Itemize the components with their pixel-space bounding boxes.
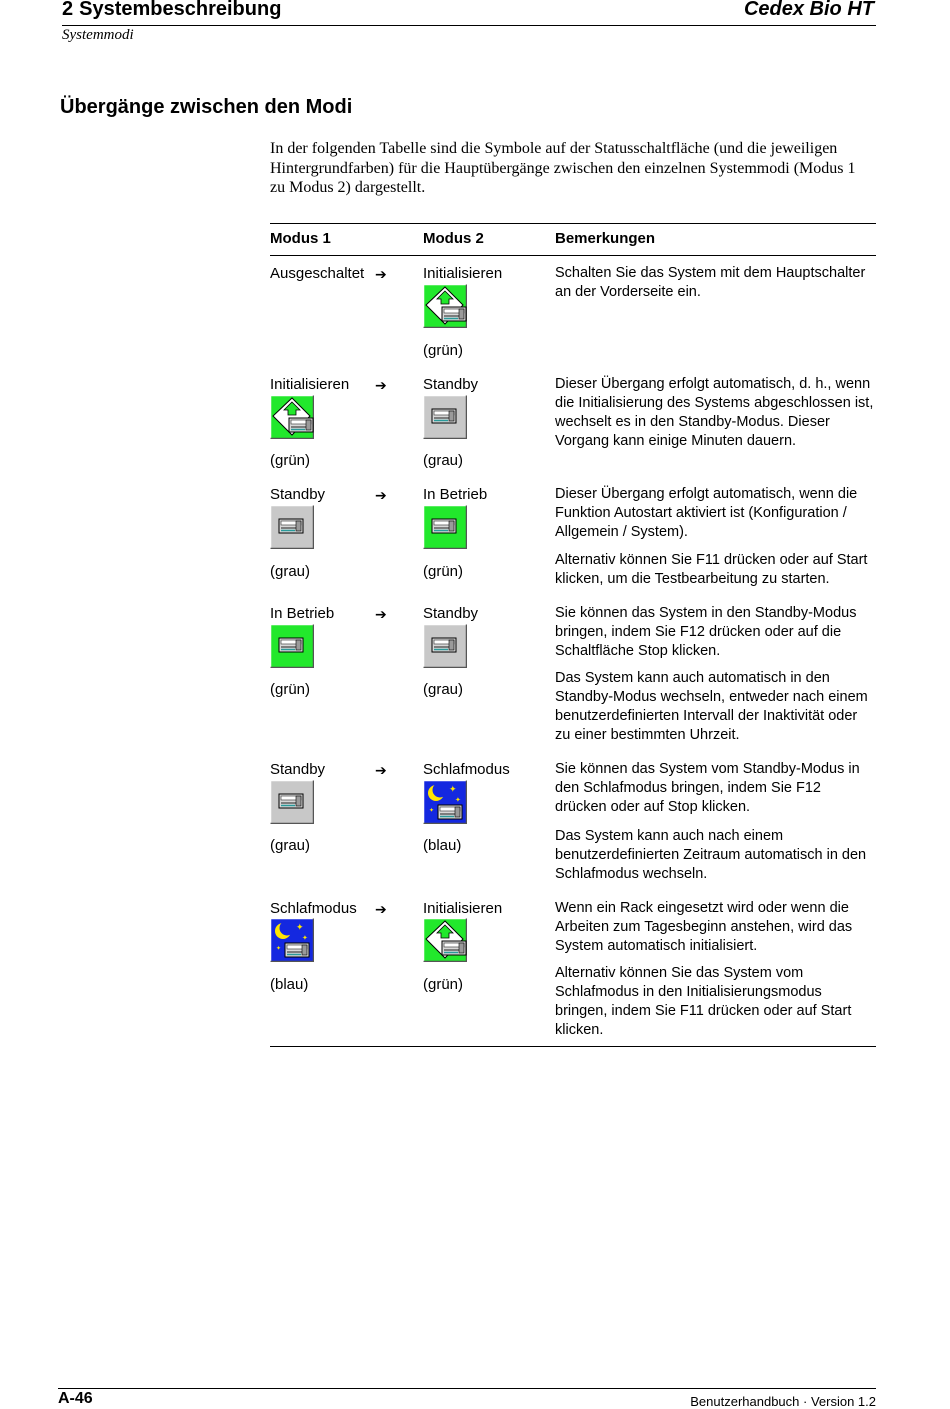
table-row-mode2-color: (grün) bbox=[423, 976, 464, 993]
svg-text:✦: ✦ bbox=[296, 923, 304, 933]
intro-paragraph: In der folgenden Tabelle sind die Symbole auf der Statusschaltfläche (und die jeweiligen Hintergrundfarben) für die Hauptübergänge zwischen den einzelnen Systemmodi (Modus 1 zu Modus 2) dargestellt. bbox=[270, 140, 856, 196]
table-row-remark: Dieser Übergang erfolgt automatisch, d. h., wenn die Initialisierung des Systems abgeschlossen ist, wechselt es in den Standby-Modus. Dieser Vorgang kann einige Minuten dauern. bbox=[555, 376, 874, 449]
standby-icon bbox=[270, 780, 314, 824]
table-row-mode2: Initialisieren bbox=[423, 900, 503, 917]
table-row-mode2: Standby bbox=[423, 605, 479, 622]
table-row-mode2-color: (grün) bbox=[423, 342, 464, 359]
table-row-remark: Sie können das System in den Standby-Modus bringen, indem Sie F12 drücken oder auf die Schaltfläche Stop klicken. bbox=[555, 605, 857, 659]
table-row-mode1-color: (grün) bbox=[270, 681, 311, 698]
svg-text:✦: ✦ bbox=[276, 945, 282, 952]
table-row-remark: Das System kann auch nach einem benutzerdefinierten Zeitraum automatisch in den Schlafmodus wechseln. bbox=[555, 828, 867, 882]
table-row-mode2-color: (blau) bbox=[423, 837, 462, 854]
table-row-mode2-color: (grün) bbox=[423, 563, 464, 580]
chapter-number: 2 bbox=[62, 0, 74, 20]
initializing-icon bbox=[423, 284, 467, 328]
arrow-icon: ➔ bbox=[375, 266, 387, 282]
arrow-icon: ➔ bbox=[375, 762, 387, 778]
initializing-icon bbox=[270, 395, 314, 439]
table-top-rule bbox=[270, 223, 876, 224]
table-row-mode1: In Betrieb bbox=[270, 605, 335, 622]
standby-icon bbox=[270, 505, 314, 549]
table-row-mode2-color: (grau) bbox=[423, 681, 464, 698]
standby-icon bbox=[423, 395, 467, 439]
table-row-mode1: Ausgeschaltet bbox=[270, 265, 365, 282]
table-bottom-rule bbox=[270, 1046, 876, 1047]
table-row-mode1: Standby bbox=[270, 761, 326, 778]
arrow-icon: ➔ bbox=[375, 377, 387, 393]
column-header-mode1: Modus 1 bbox=[270, 230, 331, 247]
arrow-icon: ➔ bbox=[375, 901, 387, 917]
table-row-mode1: Standby bbox=[270, 486, 326, 503]
footer-rule bbox=[58, 1388, 876, 1389]
svg-text:✦: ✦ bbox=[455, 796, 461, 804]
product-name: Cedex Bio HT bbox=[743, 0, 874, 20]
table-row-remark: Sie können das System vom Standby-Modus in den Schlafmodus bringen, indem Sie F12 drücken oder auf Stop klicken. bbox=[555, 761, 860, 815]
sleep-icon bbox=[270, 918, 314, 962]
table-row-mode1: Schlafmodus bbox=[270, 900, 357, 917]
table-row-mode1-color: (grau) bbox=[270, 563, 311, 580]
table-row-mode2: Standby bbox=[423, 376, 479, 393]
chapter-heading bbox=[62, 0, 281, 21]
standby-icon bbox=[423, 624, 467, 668]
table-row-mode1-color: (grau) bbox=[270, 837, 311, 854]
table-row-mode2: Schlafmodus bbox=[423, 761, 510, 778]
table-row-mode1-color: (blau) bbox=[270, 976, 309, 993]
svg-text:✦: ✦ bbox=[302, 934, 308, 942]
table-row-mode1: Initialisieren bbox=[270, 376, 350, 393]
column-header-remarks: Bemerkungen bbox=[555, 230, 656, 247]
table-row-remark: Alternativ können Sie F11 drücken oder auf Start klicken, um die Testbearbeitung zu starten. bbox=[555, 552, 868, 587]
table-row-remark: Das System kann auch automatisch in den Standby-Modus wechseln, entweder nach einem benutzerdefinierten Intervall der Inaktivität oder zu einer bestimmten Uhrzeit. bbox=[555, 670, 868, 743]
section-title: Übergänge zwischen den Modi bbox=[60, 96, 353, 118]
sleep-icon bbox=[423, 780, 467, 824]
document-version: Benutzerhandbuch · Version 1.2 bbox=[690, 1394, 876, 1409]
table-row-remark: Schalten Sie das System mit dem Hauptschalter an der Vorderseite ein. bbox=[555, 265, 866, 300]
svg-text:✦: ✦ bbox=[449, 785, 457, 795]
running-icon bbox=[423, 505, 467, 549]
table-row-remark: Wenn ein Rack eingesetzt wird oder wenn die Arbeiten zum Tagesbeginn anstehen, wird das System automatisch initialisiert. bbox=[555, 900, 853, 954]
initializing-icon bbox=[423, 918, 467, 962]
arrow-icon: ➔ bbox=[375, 606, 387, 622]
table-row-mode1-color: (grün) bbox=[270, 452, 311, 469]
arrow-icon: ➔ bbox=[375, 487, 387, 503]
table-row-mode2: In Betrieb bbox=[423, 486, 488, 503]
table-row-remark: Dieser Übergang erfolgt automatisch, wenn die Funktion Autostart aktiviert ist (Konfiguration / Allgemein / System). bbox=[555, 486, 858, 540]
header-rule bbox=[62, 25, 876, 26]
table-header-rule bbox=[270, 255, 876, 256]
svg-text:✦: ✦ bbox=[429, 807, 435, 814]
section-name: Systemmodi bbox=[62, 27, 134, 43]
table-row-remark: Alternativ können Sie das System vom Schlafmodus in den Initialisierungsmodus bringen, indem Sie F11 drücken oder auf Start klicken. bbox=[555, 965, 852, 1038]
page-number: A-46 bbox=[58, 1390, 93, 1407]
table-row-mode2-color: (grau) bbox=[423, 452, 464, 469]
chapter-title: Systembeschreibung bbox=[79, 0, 282, 20]
running-icon bbox=[270, 624, 314, 668]
column-header-mode2: Modus 2 bbox=[423, 230, 484, 247]
table-row-mode2: Initialisieren bbox=[423, 265, 503, 282]
